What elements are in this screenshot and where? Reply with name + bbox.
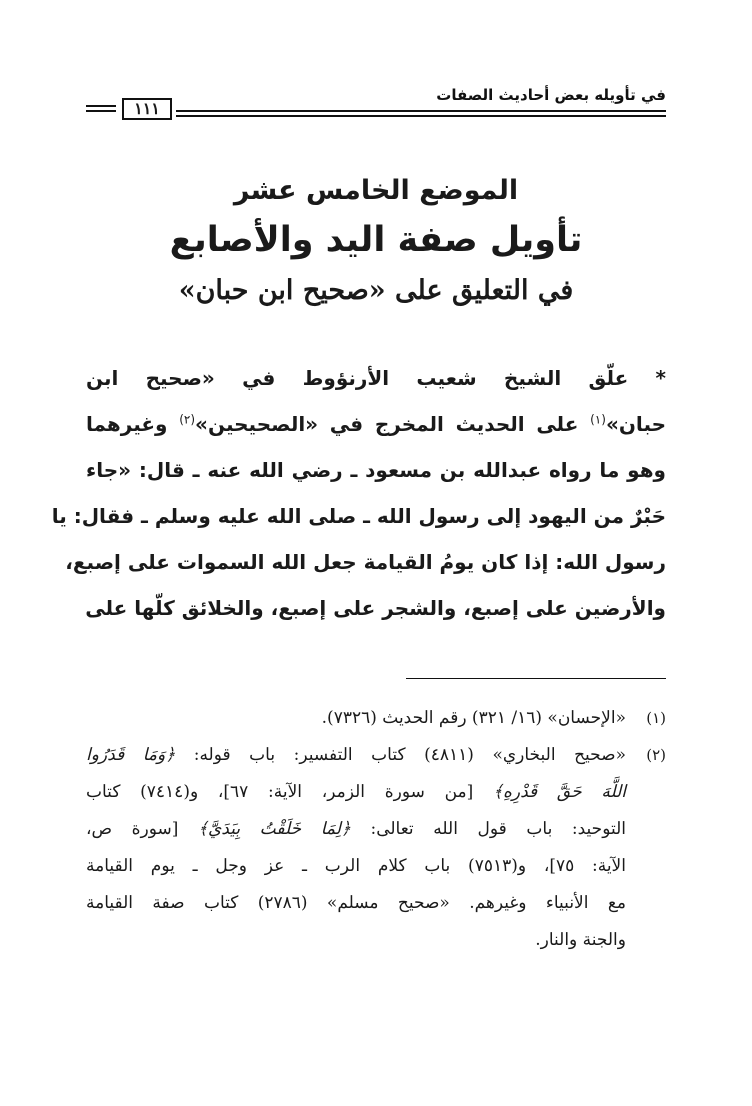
footnote-text-run: [سورة ص، [86, 819, 199, 839]
title-subtitle: في التعليق على «صحيح ابن حبان» [178, 275, 574, 306]
footnote-text-run: التوحيد: باب قول الله تعالى: [350, 819, 627, 839]
page-number: ١١١ [122, 98, 172, 120]
footnotes [86, 700, 666, 959]
footnote-text-run: [من سورة الزمر، الآية: ٦٧]، و(٧٤١٤) كتاب [86, 782, 494, 802]
footnote-1 [86, 700, 666, 737]
footnote-line: والجنة والنار. [535, 930, 626, 950]
body-text-run: حبان» [605, 412, 667, 436]
footnote-line: الآية: ٧٥]، و(٧٥١٣) باب كلام الرب ـ عز وجل ـ يوم القيامة [86, 856, 626, 876]
footnote-line [86, 811, 626, 848]
body-line: حَبْرٌ من اليهود إلى رسول الله ـ صلى الله عليه وسلم ـ فقال: يا [51, 504, 666, 528]
running-header: في تأويله بعض أحاديث الصفات [436, 86, 666, 104]
body-text-run: على الحديث المخرج في «الصحيحين» [195, 412, 591, 436]
header-double-rule [176, 110, 666, 117]
quran-quote: ﴿وَمَا قَدَرُوا [86, 745, 176, 765]
body-text-run: وغيرهما [86, 412, 180, 436]
footnote-2 [86, 737, 666, 959]
header-rule-group [86, 98, 666, 122]
body-line [86, 401, 666, 447]
footnote-ref-1[interactable]: (١) [590, 412, 606, 427]
body-paragraph [51, 355, 667, 631]
body-line: رسول الله: إذا كان يومُ القيامة جعل الله السموات على إصبع، [65, 550, 666, 574]
quran-quote: ﴿لِمَا خَلَقْتُ بِيَدَيَّ﴾ [198, 819, 351, 839]
body-line: وهو ما رواه عبدالله بن مسعود ـ رضي الله عنه ـ قال: «جاء [86, 458, 666, 482]
footnote-number: (٢) [646, 746, 666, 764]
footnote-line [86, 774, 626, 811]
footnote-ref-2[interactable]: (٢) [179, 412, 196, 427]
footnote-line [86, 737, 626, 774]
footnote-number: (١) [646, 709, 666, 727]
title-main: تأويل صفة اليد والأصابع [169, 220, 583, 260]
section-title [86, 170, 666, 314]
body-line: والأرضين على إصبع، والشجر على إصبع، والخلائق كلّها على [85, 596, 666, 620]
footnote-line: مع الأنبياء وغيرهم. «صحيح مسلم» (٢٧٨٦) كتاب صفة القيامة [86, 893, 626, 913]
footnote-text-run: «صحيح البخاري» (٤٨١١) كتاب التفسير: باب قوله: [175, 745, 626, 765]
title-section-number: الموضع الخامس عشر [233, 175, 519, 206]
footnote-text: «الإحسان» (١٦/ ٣٢١) رقم الحديث (٧٣٢٦). [321, 708, 626, 728]
footnote-separator [406, 678, 666, 679]
page-number-dash [86, 105, 116, 112]
quran-quote: اللَّهَ حَقَّ قَدْرِهِ﴾ [493, 782, 626, 802]
body-line: * علّق الشيخ شعيب الأرنؤوط في «صحيح ابن [86, 366, 666, 390]
